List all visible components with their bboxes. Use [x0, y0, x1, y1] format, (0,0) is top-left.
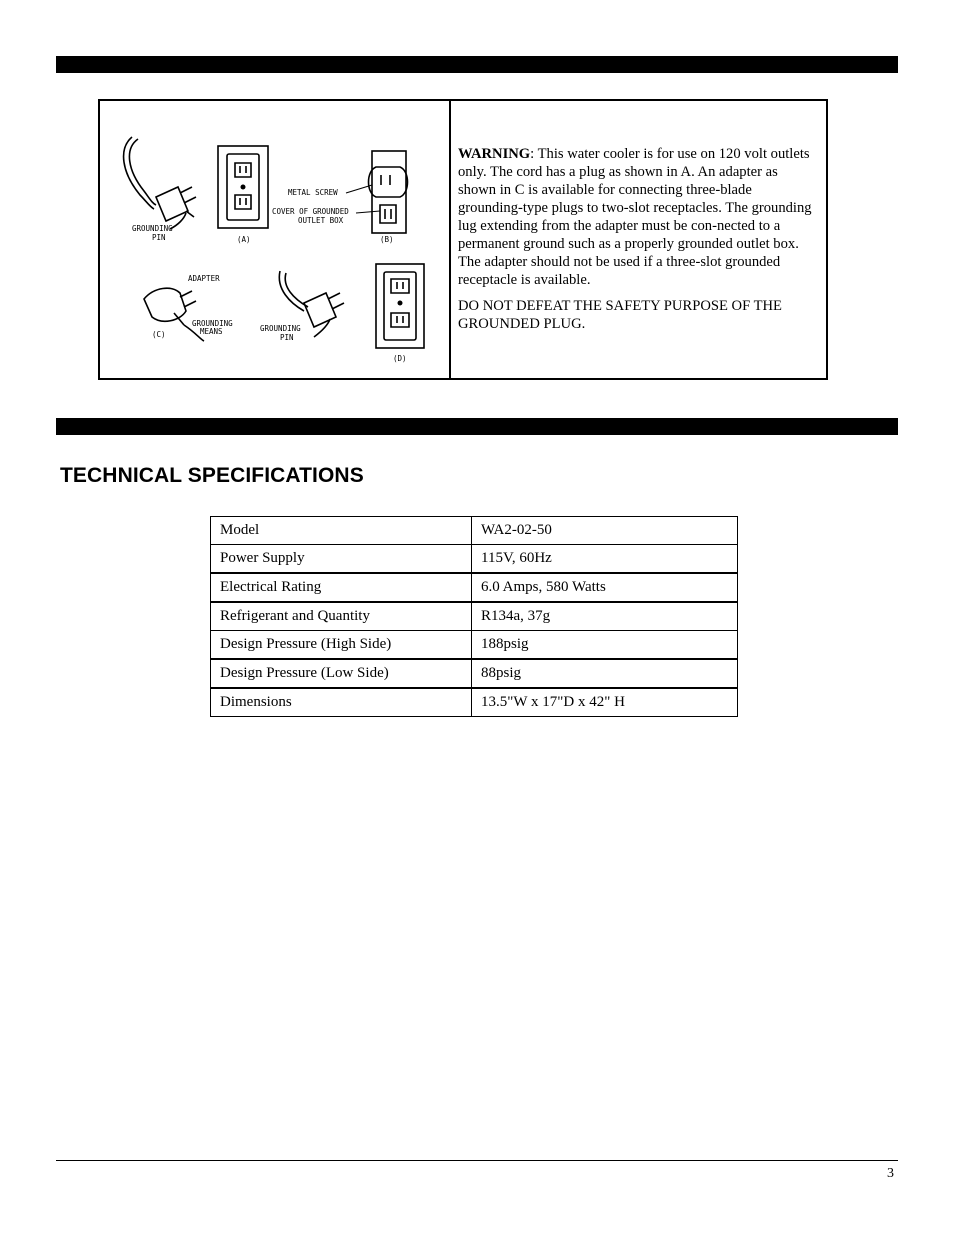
- spec-value: 6.0 Amps, 580 Watts: [472, 573, 738, 602]
- grounding-warning-box: [98, 99, 828, 380]
- warning-lead: WARNING: [458, 146, 531, 162]
- spec-label: Refrigerant and Quantity: [211, 602, 472, 631]
- label-cover: COVER OF GROUNDED: [272, 207, 349, 216]
- box-divider: [449, 101, 451, 378]
- spec-label: Power Supply: [211, 545, 472, 574]
- table-row: [211, 631, 738, 660]
- spec-label: Design Pressure (Low Side): [211, 659, 472, 688]
- label-c: (C): [152, 330, 166, 339]
- label-grounding-pin-2: GROUNDING: [260, 324, 301, 333]
- warning-caution: DO NOT DEFEAT THE SAFETY PURPOSE OF THE GROUNDED PLUG.: [458, 298, 782, 332]
- adapter-in-outlet-icon: [369, 151, 408, 233]
- spec-label: Electrical Rating: [211, 573, 472, 602]
- table-row: [211, 602, 738, 631]
- spec-value: R134a, 37g: [472, 602, 738, 631]
- table-row: [211, 517, 738, 545]
- svg-text:PIN: PIN: [280, 333, 294, 342]
- label-adapter: ADAPTER: [188, 274, 220, 283]
- spec-value: 115V, 60Hz: [472, 545, 738, 574]
- warning-text: [458, 145, 816, 341]
- page-number: 3: [887, 1166, 894, 1181]
- svg-text:PIN: PIN: [152, 233, 166, 242]
- grounded-plug-icon: [124, 137, 196, 229]
- spec-value: 13.5"W x 17"D x 42" H: [472, 688, 738, 717]
- label-b: (B): [380, 235, 394, 244]
- warning-body: : This water cooler is for use on 120 volt outlets only. The cord has a plug as shown in A. An adapter as shown in C is available for connecting three-blade grounding-type plugs to two-slot receptacles. The grounding lug extending from the adapter must be con-nected to a permanent ground such as a properly grounded outlet box. The adapter should not be used if a three-slot grounded receptacle is available.: [458, 146, 812, 288]
- warning-paragraph: [458, 145, 816, 289]
- grounding-diagram: [100, 101, 449, 378]
- label-grounding-pin: GROUNDING: [132, 224, 173, 233]
- top-section-bar: [56, 56, 898, 73]
- specs-section-bar: [56, 418, 898, 435]
- footer-rule: [56, 1160, 898, 1161]
- table-row: [211, 688, 738, 717]
- spec-value: WA2-02-50: [472, 517, 738, 545]
- label-a: (A): [237, 235, 251, 244]
- spec-label: Design Pressure (High Side): [211, 631, 472, 660]
- spec-value: 88psig: [472, 659, 738, 688]
- label-grounding-means: GROUNDING: [192, 319, 233, 328]
- table-row: [211, 545, 738, 574]
- svg-text:MEANS: MEANS: [200, 327, 223, 336]
- specs-heading: TECHNICAL SPECIFICATIONS: [60, 464, 364, 487]
- label-d: (D): [393, 354, 407, 363]
- specs-table: [210, 516, 738, 717]
- three-slot-outlet-d-icon: [376, 264, 424, 348]
- spec-label: Model: [211, 517, 472, 545]
- spec-label: Dimensions: [211, 688, 472, 717]
- table-row: [211, 659, 738, 688]
- label-metal-screw: METAL SCREW: [288, 188, 338, 197]
- svg-text:OUTLET BOX: OUTLET BOX: [298, 216, 344, 225]
- spec-value: 188psig: [472, 631, 738, 660]
- table-row: [211, 573, 738, 602]
